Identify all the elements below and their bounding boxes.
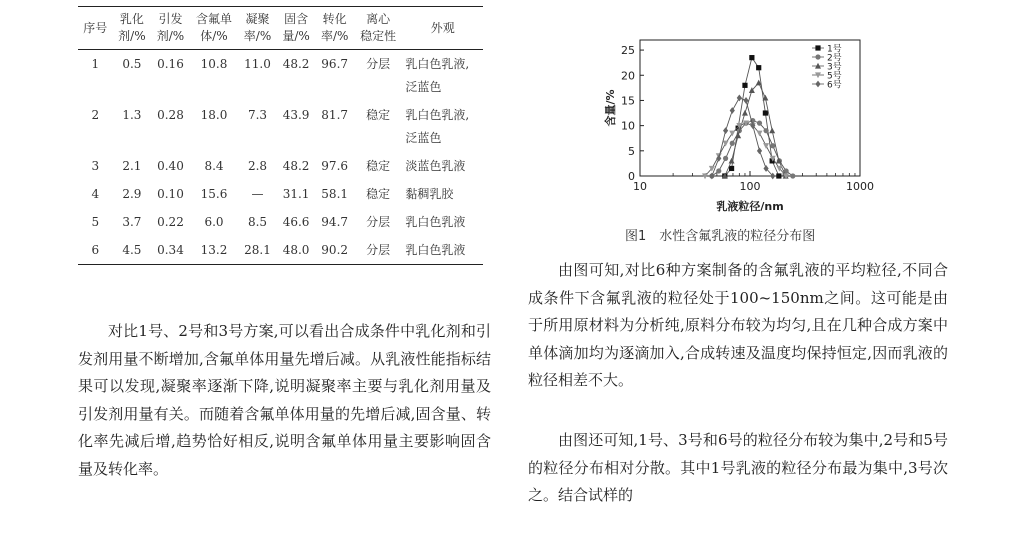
table-cell: 15.6 xyxy=(200,187,228,201)
table-cell: 90.2 xyxy=(321,243,349,257)
legend-label: 3号 xyxy=(827,62,842,73)
table-cell: 0.22 xyxy=(157,215,184,229)
table-header-cell: 凝聚 率/% xyxy=(243,12,272,43)
table-cell: 4.5 xyxy=(122,243,142,257)
table-row xyxy=(78,50,483,102)
series-line-3 xyxy=(725,83,786,176)
data-point xyxy=(742,110,748,116)
table-cell: 48.2 xyxy=(282,159,310,173)
y-axis-label: 含量/% xyxy=(604,89,617,127)
table-cell: 18.0 xyxy=(200,108,228,122)
data-point xyxy=(749,55,754,60)
x-tick-label: 1000 xyxy=(846,180,874,193)
table-cell: 94.7 xyxy=(321,215,349,229)
table-cell: 1 xyxy=(91,57,100,71)
table-cell: 2.1 xyxy=(122,159,142,173)
table-cell: 46.6 xyxy=(282,215,310,229)
x-axis-label: 乳液粒径/nm xyxy=(716,200,784,213)
table-header-row xyxy=(78,7,483,50)
table-cell: 乳白色乳液, 泛蓝色 xyxy=(405,57,470,94)
table-cell: 31.1 xyxy=(282,187,310,201)
table-header-cell: 离心 稳定性 xyxy=(360,12,397,43)
y-tick-label: 25 xyxy=(621,44,635,58)
legend-label: 5号 xyxy=(827,71,842,82)
table-cell: 6.0 xyxy=(204,215,224,229)
data-point xyxy=(716,168,721,173)
paragraph-left: 对比1号、2号和3号方案,可以看出合成条件中乳化剂和引发剂用量不断增加,含氟单体用量先增后减。从乳液性能指标结果可以发现,凝聚率逐渐下降,说明凝聚率主要与乳化剂用量及引发剂用量有关。而随着含氟单体用量的先增后减,固含量、转化率先减后增,趋势恰好相反,说明含氟单体用量主要影响固含量及转化率。 xyxy=(78,322,491,478)
data-point xyxy=(757,121,762,126)
table-cell: 48.0 xyxy=(282,243,310,257)
data-point xyxy=(770,143,775,148)
table-cell: 0.5 xyxy=(122,57,142,71)
table-row xyxy=(78,236,483,265)
table-cell: 稳定 xyxy=(366,108,391,122)
legend-marker xyxy=(815,45,820,50)
data-point xyxy=(723,127,728,134)
y-tick-label: 0 xyxy=(628,170,635,183)
table-cell: 稳定 xyxy=(366,187,391,201)
data-point xyxy=(757,147,762,154)
y-tick-label: 15 xyxy=(621,94,635,108)
table-cell: 稳定 xyxy=(366,159,391,173)
data-point xyxy=(723,156,728,161)
y-tick-label: 20 xyxy=(621,69,635,83)
table-row xyxy=(78,180,483,208)
table-cell: 13.2 xyxy=(200,243,228,257)
table-cell: 0.34 xyxy=(157,243,184,257)
table-cell: 淡蓝色乳液 xyxy=(405,159,466,173)
table-cell: — xyxy=(251,187,264,201)
table-header-cell: 乳化 剂/% xyxy=(118,12,146,43)
particle-size-chart xyxy=(600,30,890,220)
table-cell: 乳白色乳液 xyxy=(405,243,466,257)
table-header-cell: 引发 剂/% xyxy=(156,12,185,43)
y-tick-label: 5 xyxy=(628,144,635,158)
data-point xyxy=(763,128,768,133)
x-tick-label: 10 xyxy=(633,180,647,193)
results-table xyxy=(78,6,483,265)
table-cell: 7.3 xyxy=(247,108,268,122)
table-cell: 分层 xyxy=(366,215,391,229)
legend-label: 6号 xyxy=(827,80,842,91)
data-point xyxy=(735,133,741,139)
table-cell: 81.7 xyxy=(321,108,349,122)
data-point xyxy=(729,131,735,137)
table-cell: 2 xyxy=(91,108,100,122)
data-point xyxy=(776,173,781,178)
data-point xyxy=(729,166,734,171)
table-header-cell: 固含 量/% xyxy=(282,12,310,43)
table-cell: 黏稠乳胶 xyxy=(405,187,454,201)
data-point xyxy=(723,141,729,147)
data-point xyxy=(716,155,721,162)
table-cell: 43.9 xyxy=(282,108,310,122)
legend-marker xyxy=(815,54,820,59)
paragraph-right-2: 由图还可知,1号、3号和6号的粒径分布较为集中,2号和5号的粒径分布相对分散。其中1号乳液的粒径分布最为集中,3号次之。结合试样的 xyxy=(528,431,948,504)
table-cell: 4 xyxy=(91,187,100,201)
table-row xyxy=(78,208,483,236)
data-point xyxy=(763,143,769,149)
table-header-cell: 序号 xyxy=(83,20,108,35)
series-line-1 xyxy=(725,58,779,176)
y-tick-label: 10 xyxy=(621,119,635,133)
table-cell: 97.6 xyxy=(321,159,349,173)
table-cell: 分层 xyxy=(366,243,391,257)
table-header-cell: 含氟单 体/% xyxy=(195,12,232,43)
table-cell: 96.7 xyxy=(321,57,349,71)
table-cell: 8.5 xyxy=(247,215,268,229)
table-cell: 8.4 xyxy=(204,159,224,173)
table-cell: 1.3 xyxy=(122,108,142,122)
legend-marker xyxy=(815,81,820,88)
table-cell: 0.16 xyxy=(157,57,184,71)
data-point xyxy=(709,173,714,180)
data-point xyxy=(756,65,761,70)
table-cell: 2.8 xyxy=(247,159,268,173)
data-point xyxy=(742,83,747,88)
series-line-5 xyxy=(712,98,773,176)
table-cell: 乳白色乳液, 泛蓝色 xyxy=(405,108,470,145)
table-cell: 0.28 xyxy=(157,108,184,122)
data-point xyxy=(790,173,795,178)
table-row xyxy=(78,152,483,180)
x-tick-label: 100 xyxy=(739,180,761,193)
legend-label: 2号 xyxy=(827,53,842,64)
data-point xyxy=(756,131,762,137)
table-cell: 乳白色乳液 xyxy=(405,215,466,229)
table-header-cell: 转化 率/% xyxy=(320,12,349,43)
table-cell: 2.9 xyxy=(122,187,142,201)
table-cell: 5 xyxy=(91,215,100,229)
data-point xyxy=(730,141,735,146)
data-point xyxy=(763,110,768,115)
table-cell: 0.40 xyxy=(157,159,184,173)
data-point xyxy=(729,158,735,164)
table-row xyxy=(78,101,483,152)
paragraph-right-1: 由图可知,对比6种方案制备的含氟乳液的平均粒径,不同合成条件下含氟乳液的粒径处于100~150nm之间。这可能是由于所用原材料为分析纯,原料分布较为均匀,且在几种合成方案中单体滴加均为逐滴加入,合成转速及温度均保持恒定,因而乳液的粒径相差不大。 xyxy=(528,261,948,389)
table-cell: 58.1 xyxy=(321,187,349,201)
table-header-cell: 外观 xyxy=(430,20,455,35)
table-cell: 48.2 xyxy=(282,57,310,71)
table-cell: 分层 xyxy=(366,57,391,71)
table-cell: 6 xyxy=(91,243,100,257)
table-body xyxy=(78,50,483,265)
table-cell: 10.8 xyxy=(200,57,228,71)
table-cell: 3 xyxy=(91,159,100,173)
data-point xyxy=(769,127,775,133)
table-cell: 11.0 xyxy=(244,57,271,71)
table-cell: 0.10 xyxy=(157,187,184,201)
table-cell: 3.7 xyxy=(122,215,142,229)
table-cell: 28.1 xyxy=(244,243,271,257)
legend-label: 1号 xyxy=(827,44,842,55)
figure-caption: 图1 水性含氟乳液的粒径分布图 xyxy=(625,229,816,244)
